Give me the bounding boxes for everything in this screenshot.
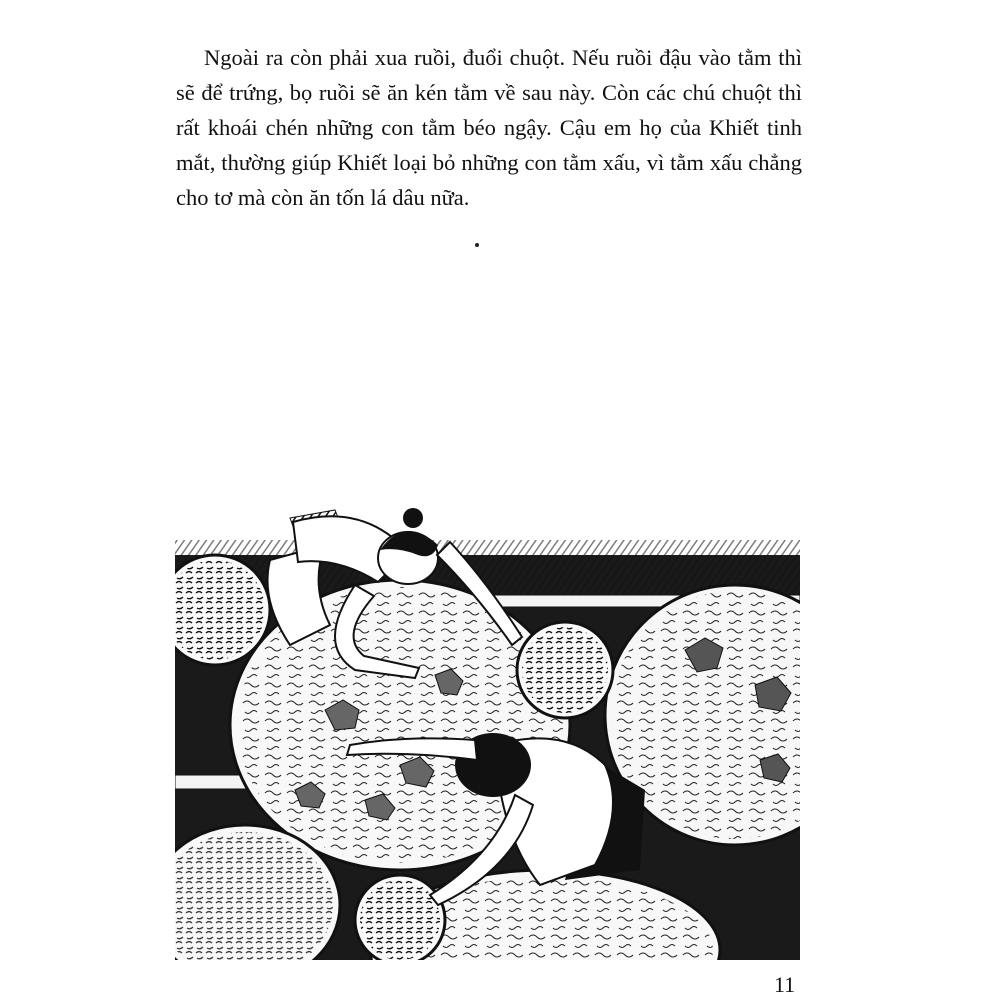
page-number: 11 <box>774 972 796 997</box>
worker-top-hair-bun <box>403 508 423 528</box>
silkworm-rearing-illustration <box>175 500 800 960</box>
paragraph: Ngoài ra còn phải xua ruồi, đuổi chuột. Nếu ruồi đậu vào tằm thì sẽ để trứng, bọ ruồi sẽ ăn kén tằm về sau này. Còn các chú chuột thì rất khoái chén những con tằm béo ngậy. Cậu em họ của Khiết tinh mắt, thường giúp Khiết loại bỏ những con tằm xấu, vì tằm xấu chẳng cho tơ mà còn ăn tốn lá dâu nữa. <box>176 45 802 210</box>
ink-speck <box>475 243 479 247</box>
body-text <box>176 40 802 215</box>
